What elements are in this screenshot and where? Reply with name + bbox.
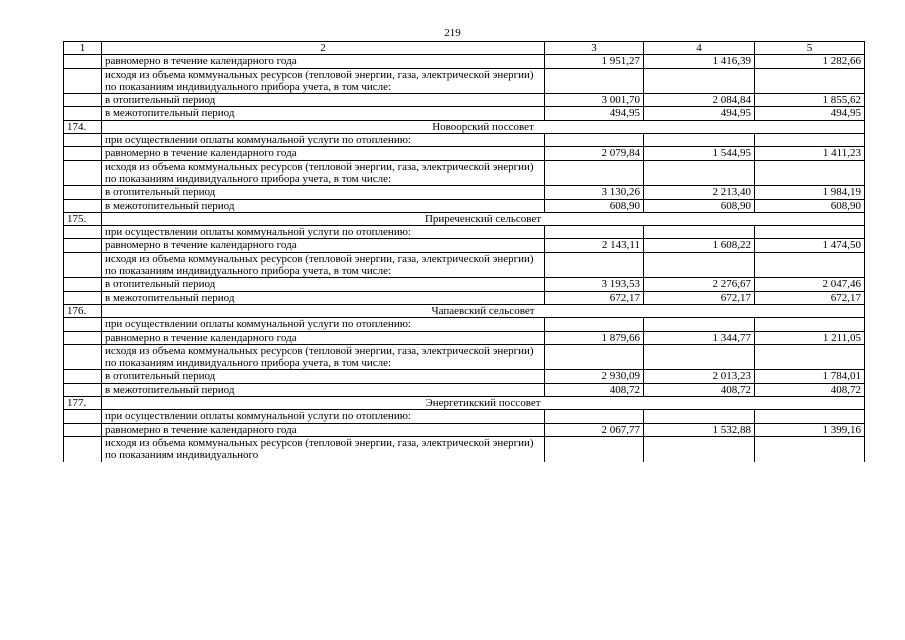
value-cell-col-5	[755, 344, 865, 370]
value-cell-col-5: 1 399,16	[755, 423, 865, 436]
header-col-5: 5	[755, 42, 865, 55]
section-number: 177.	[64, 397, 102, 410]
value-cell-col-4	[644, 410, 755, 423]
header-col-4: 4	[644, 42, 755, 55]
value-cell-col-3	[545, 344, 644, 370]
value-cell-col-3: 2 079,84	[545, 147, 644, 160]
value-cell-col-5: 1 984,19	[755, 186, 865, 199]
row-number-cell	[64, 423, 102, 436]
table-row	[64, 344, 865, 370]
table-row	[64, 94, 865, 107]
section-row	[64, 120, 865, 133]
row-number-cell	[64, 239, 102, 252]
value-cell-col-3: 1 951,27	[545, 55, 644, 68]
value-cell-col-4: 608,90	[644, 199, 755, 212]
value-cell-col-3: 3 001,70	[545, 94, 644, 107]
description-cell: равномерно в течение календарного года	[102, 239, 545, 252]
row-number-cell	[64, 94, 102, 107]
row-number-cell	[64, 147, 102, 160]
value-cell-col-3: 408,72	[545, 383, 644, 396]
row-number-cell	[64, 344, 102, 370]
value-cell-col-3: 3 130,26	[545, 186, 644, 199]
description-cell: исходя из объема коммунальных ресурсов (тепловой энергии, газа, электрической энергии) по показаниям индивидуального прибора учета, в том числе:	[102, 252, 545, 278]
value-cell-col-3: 3 193,53	[545, 278, 644, 291]
value-cell-col-5: 2 047,46	[755, 278, 865, 291]
page-number: 219	[444, 27, 461, 39]
value-cell-col-5: 408,72	[755, 383, 865, 396]
description-cell: при осуществлении оплаты коммунальной услуги по отоплению:	[102, 226, 545, 239]
table-row	[64, 370, 865, 383]
header-col-3: 3	[545, 42, 644, 55]
section-row	[64, 304, 865, 317]
value-cell-col-5	[755, 160, 865, 186]
value-cell-col-4: 2 276,67	[644, 278, 755, 291]
description-cell: равномерно в течение календарного года	[102, 147, 545, 160]
table-row	[64, 160, 865, 186]
description-cell: равномерно в течение календарного года	[102, 331, 545, 344]
value-cell-col-5	[755, 134, 865, 147]
row-number-cell	[64, 252, 102, 278]
section-row	[64, 397, 865, 410]
value-cell-col-3	[545, 226, 644, 239]
row-number-cell	[64, 134, 102, 147]
section-number: 176.	[64, 304, 102, 317]
table-row	[64, 199, 865, 212]
value-cell-col-5: 1 282,66	[755, 55, 865, 68]
row-number-cell	[64, 107, 102, 120]
table-row	[64, 410, 865, 423]
section-number: 175.	[64, 212, 102, 225]
row-number-cell	[64, 160, 102, 186]
value-cell-col-4: 1 416,39	[644, 55, 755, 68]
description-cell: исходя из объема коммунальных ресурсов (тепловой энергии, газа, электрической энергии) по показаниям индивидуального прибора учета, в том числе:	[102, 344, 545, 370]
description-cell: исходя из объема коммунальных ресурсов (тепловой энергии, газа, электрической энергии) по показаниям индивидуального прибора учета, в том числе:	[102, 160, 545, 186]
value-cell-col-5: 1 784,01	[755, 370, 865, 383]
value-cell-col-3: 672,17	[545, 291, 644, 304]
row-number-cell	[64, 291, 102, 304]
table-row	[64, 423, 865, 436]
row-number-cell	[64, 68, 102, 94]
section-row	[64, 212, 865, 225]
row-number-cell	[64, 318, 102, 331]
value-cell-col-5	[755, 68, 865, 94]
description-cell: исходя из объема коммунальных ресурсов (тепловой энергии, газа, электрической энергии) по показаниям индивидуального	[102, 436, 545, 461]
value-cell-col-5: 1 211,05	[755, 331, 865, 344]
value-cell-col-5	[755, 226, 865, 239]
description-cell: равномерно в течение календарного года	[102, 423, 545, 436]
table-row	[64, 134, 865, 147]
table-row	[64, 436, 865, 461]
value-cell-col-3	[545, 134, 644, 147]
tariff-table	[63, 41, 865, 462]
value-cell-col-3: 1 879,66	[545, 331, 644, 344]
value-cell-col-5	[755, 410, 865, 423]
header-col-1: 1	[64, 42, 102, 55]
section-title: Приреченский сельсовет	[102, 212, 865, 225]
row-number-cell	[64, 370, 102, 383]
value-cell-col-4	[644, 436, 755, 461]
table-header-row	[64, 42, 865, 55]
table-row	[64, 107, 865, 120]
value-cell-col-3: 2 930,09	[545, 370, 644, 383]
value-cell-col-5: 1 474,50	[755, 239, 865, 252]
value-cell-col-3: 608,90	[545, 199, 644, 212]
table-row	[64, 331, 865, 344]
value-cell-col-5: 494,95	[755, 107, 865, 120]
table-row	[64, 239, 865, 252]
value-cell-col-5	[755, 318, 865, 331]
value-cell-col-4	[644, 134, 755, 147]
description-cell: при осуществлении оплаты коммунальной услуги по отоплению:	[102, 410, 545, 423]
table-row	[64, 226, 865, 239]
row-number-cell	[64, 226, 102, 239]
row-number-cell	[64, 383, 102, 396]
description-cell: исходя из объема коммунальных ресурсов (тепловой энергии, газа, электрической энергии) по показаниям индивидуального прибора учета, в том числе:	[102, 68, 545, 94]
table-row	[64, 147, 865, 160]
value-cell-col-3	[545, 410, 644, 423]
description-cell: при осуществлении оплаты коммунальной услуги по отоплению:	[102, 134, 545, 147]
value-cell-col-4: 1 544,95	[644, 147, 755, 160]
value-cell-col-4: 2 013,23	[644, 370, 755, 383]
table-row	[64, 291, 865, 304]
value-cell-col-4: 1 344,77	[644, 331, 755, 344]
value-cell-col-3: 2 067,77	[545, 423, 644, 436]
value-cell-col-4: 408,72	[644, 383, 755, 396]
row-number-cell	[64, 55, 102, 68]
table-row	[64, 68, 865, 94]
description-cell: в отопительный период	[102, 94, 545, 107]
value-cell-col-3	[545, 68, 644, 94]
section-title: Чапаевский сельсовет	[102, 304, 865, 317]
value-cell-col-4: 2 084,84	[644, 94, 755, 107]
value-cell-col-4: 2 213,40	[644, 186, 755, 199]
value-cell-col-4	[644, 160, 755, 186]
table-row	[64, 318, 865, 331]
row-number-cell	[64, 199, 102, 212]
row-number-cell	[64, 410, 102, 423]
description-cell: в межотопительный период	[102, 199, 545, 212]
value-cell-col-4	[644, 318, 755, 331]
value-cell-col-4	[644, 68, 755, 94]
value-cell-col-4: 1 608,22	[644, 239, 755, 252]
row-number-cell	[64, 331, 102, 344]
description-cell: в отопительный период	[102, 186, 545, 199]
value-cell-col-3: 494,95	[545, 107, 644, 120]
value-cell-col-4	[644, 344, 755, 370]
value-cell-col-3: 2 143,11	[545, 239, 644, 252]
value-cell-col-5: 672,17	[755, 291, 865, 304]
value-cell-col-4: 672,17	[644, 291, 755, 304]
table-row	[64, 186, 865, 199]
row-number-cell	[64, 278, 102, 291]
value-cell-col-3	[545, 318, 644, 331]
table-row	[64, 252, 865, 278]
row-number-cell	[64, 436, 102, 461]
value-cell-col-3	[545, 252, 644, 278]
table-row	[64, 278, 865, 291]
description-cell: в межотопительный период	[102, 107, 545, 120]
value-cell-col-5: 1 855,62	[755, 94, 865, 107]
section-title: Новоорский поссовет	[102, 120, 865, 133]
section-number: 174.	[64, 120, 102, 133]
value-cell-col-3	[545, 160, 644, 186]
value-cell-col-5	[755, 252, 865, 278]
description-cell: в межотопительный период	[102, 291, 545, 304]
value-cell-col-4	[644, 226, 755, 239]
table-row	[64, 55, 865, 68]
description-cell: в межотопительный период	[102, 383, 545, 396]
value-cell-col-4: 1 532,88	[644, 423, 755, 436]
value-cell-col-5: 608,90	[755, 199, 865, 212]
description-cell: при осуществлении оплаты коммунальной услуги по отоплению:	[102, 318, 545, 331]
header-col-2: 2	[102, 42, 545, 55]
value-cell-col-4	[644, 252, 755, 278]
value-cell-col-4: 494,95	[644, 107, 755, 120]
row-number-cell	[64, 186, 102, 199]
description-cell: в отопительный период	[102, 278, 545, 291]
value-cell-col-5: 1 411,23	[755, 147, 865, 160]
description-cell: равномерно в течение календарного года	[102, 55, 545, 68]
value-cell-col-3	[545, 436, 644, 461]
section-title: Энергетикский поссовет	[102, 397, 865, 410]
value-cell-col-5	[755, 436, 865, 461]
description-cell: в отопительный период	[102, 370, 545, 383]
table-row	[64, 383, 865, 396]
